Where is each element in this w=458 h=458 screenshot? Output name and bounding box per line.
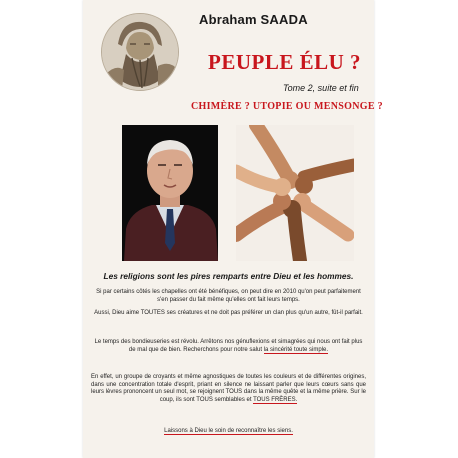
paragraph-3-text: Le temps des bondieuseries est révolu. Arrêtons nos génuflexions et simagrées qui nous ont fait plus de mal que de bien. Recherchons pour notre salut bbox=[94, 339, 363, 353]
paragraph-4-text: En effet, un groupe de croyants et même agnostiques de toutes les couleurs et de différentes origines, dans une concentration totale d'esprit, priant en silence ne laissant parler que leurs cœurs sans que leurs lèvres prononcent un seul mot, se rejoignent TOUS dans la même quête et la même prière. Sur le coup, ils sont TOUS semblables et bbox=[91, 374, 366, 403]
tome-label: Tome 2, suite et fin bbox=[283, 83, 359, 93]
paragraph-1: Si par certains côtés les chapelles ont été bénéfiques, on peut dire en 2010 qu'on peut parfaitement s'en passer du fait même qu'elles ont fait leurs temps. bbox=[96, 289, 361, 303]
paragraph-3 bbox=[91, 339, 366, 354]
moses-statue-illustration bbox=[102, 14, 178, 90]
author-name: Abraham SAADA bbox=[199, 12, 308, 27]
book-title: PEUPLE ÉLU ? bbox=[208, 50, 362, 74]
paragraph-4-underlined: TOUS FRÈRES. bbox=[253, 396, 298, 403]
book-subtitle: CHIMÈRE ? UTOPIE OU MENSONGE ? bbox=[191, 101, 383, 112]
author-portrait-photo bbox=[122, 125, 218, 261]
moses-statue-medallion bbox=[101, 13, 179, 91]
closing-line bbox=[83, 428, 374, 434]
tagline: Les religions sont les pires remparts entre Dieu et les hommes. bbox=[103, 271, 354, 281]
paragraph-2: Aussi, Dieu aime TOUTES ses créatures et ne doit pas préférer un clan plus qu'un autre, fût-il parfait. bbox=[94, 310, 363, 316]
author-portrait-illustration bbox=[122, 125, 218, 261]
paragraph-3-underlined: la sincérité toute simple. bbox=[263, 346, 329, 353]
book-cover bbox=[83, 0, 383, 458]
joined-hands-illustration bbox=[236, 125, 354, 261]
closing-line-text: Laissons à Dieu le soin de reconnaître les siens. bbox=[164, 428, 293, 434]
joined-hands-photo bbox=[236, 125, 354, 261]
paragraph-4 bbox=[91, 374, 366, 404]
